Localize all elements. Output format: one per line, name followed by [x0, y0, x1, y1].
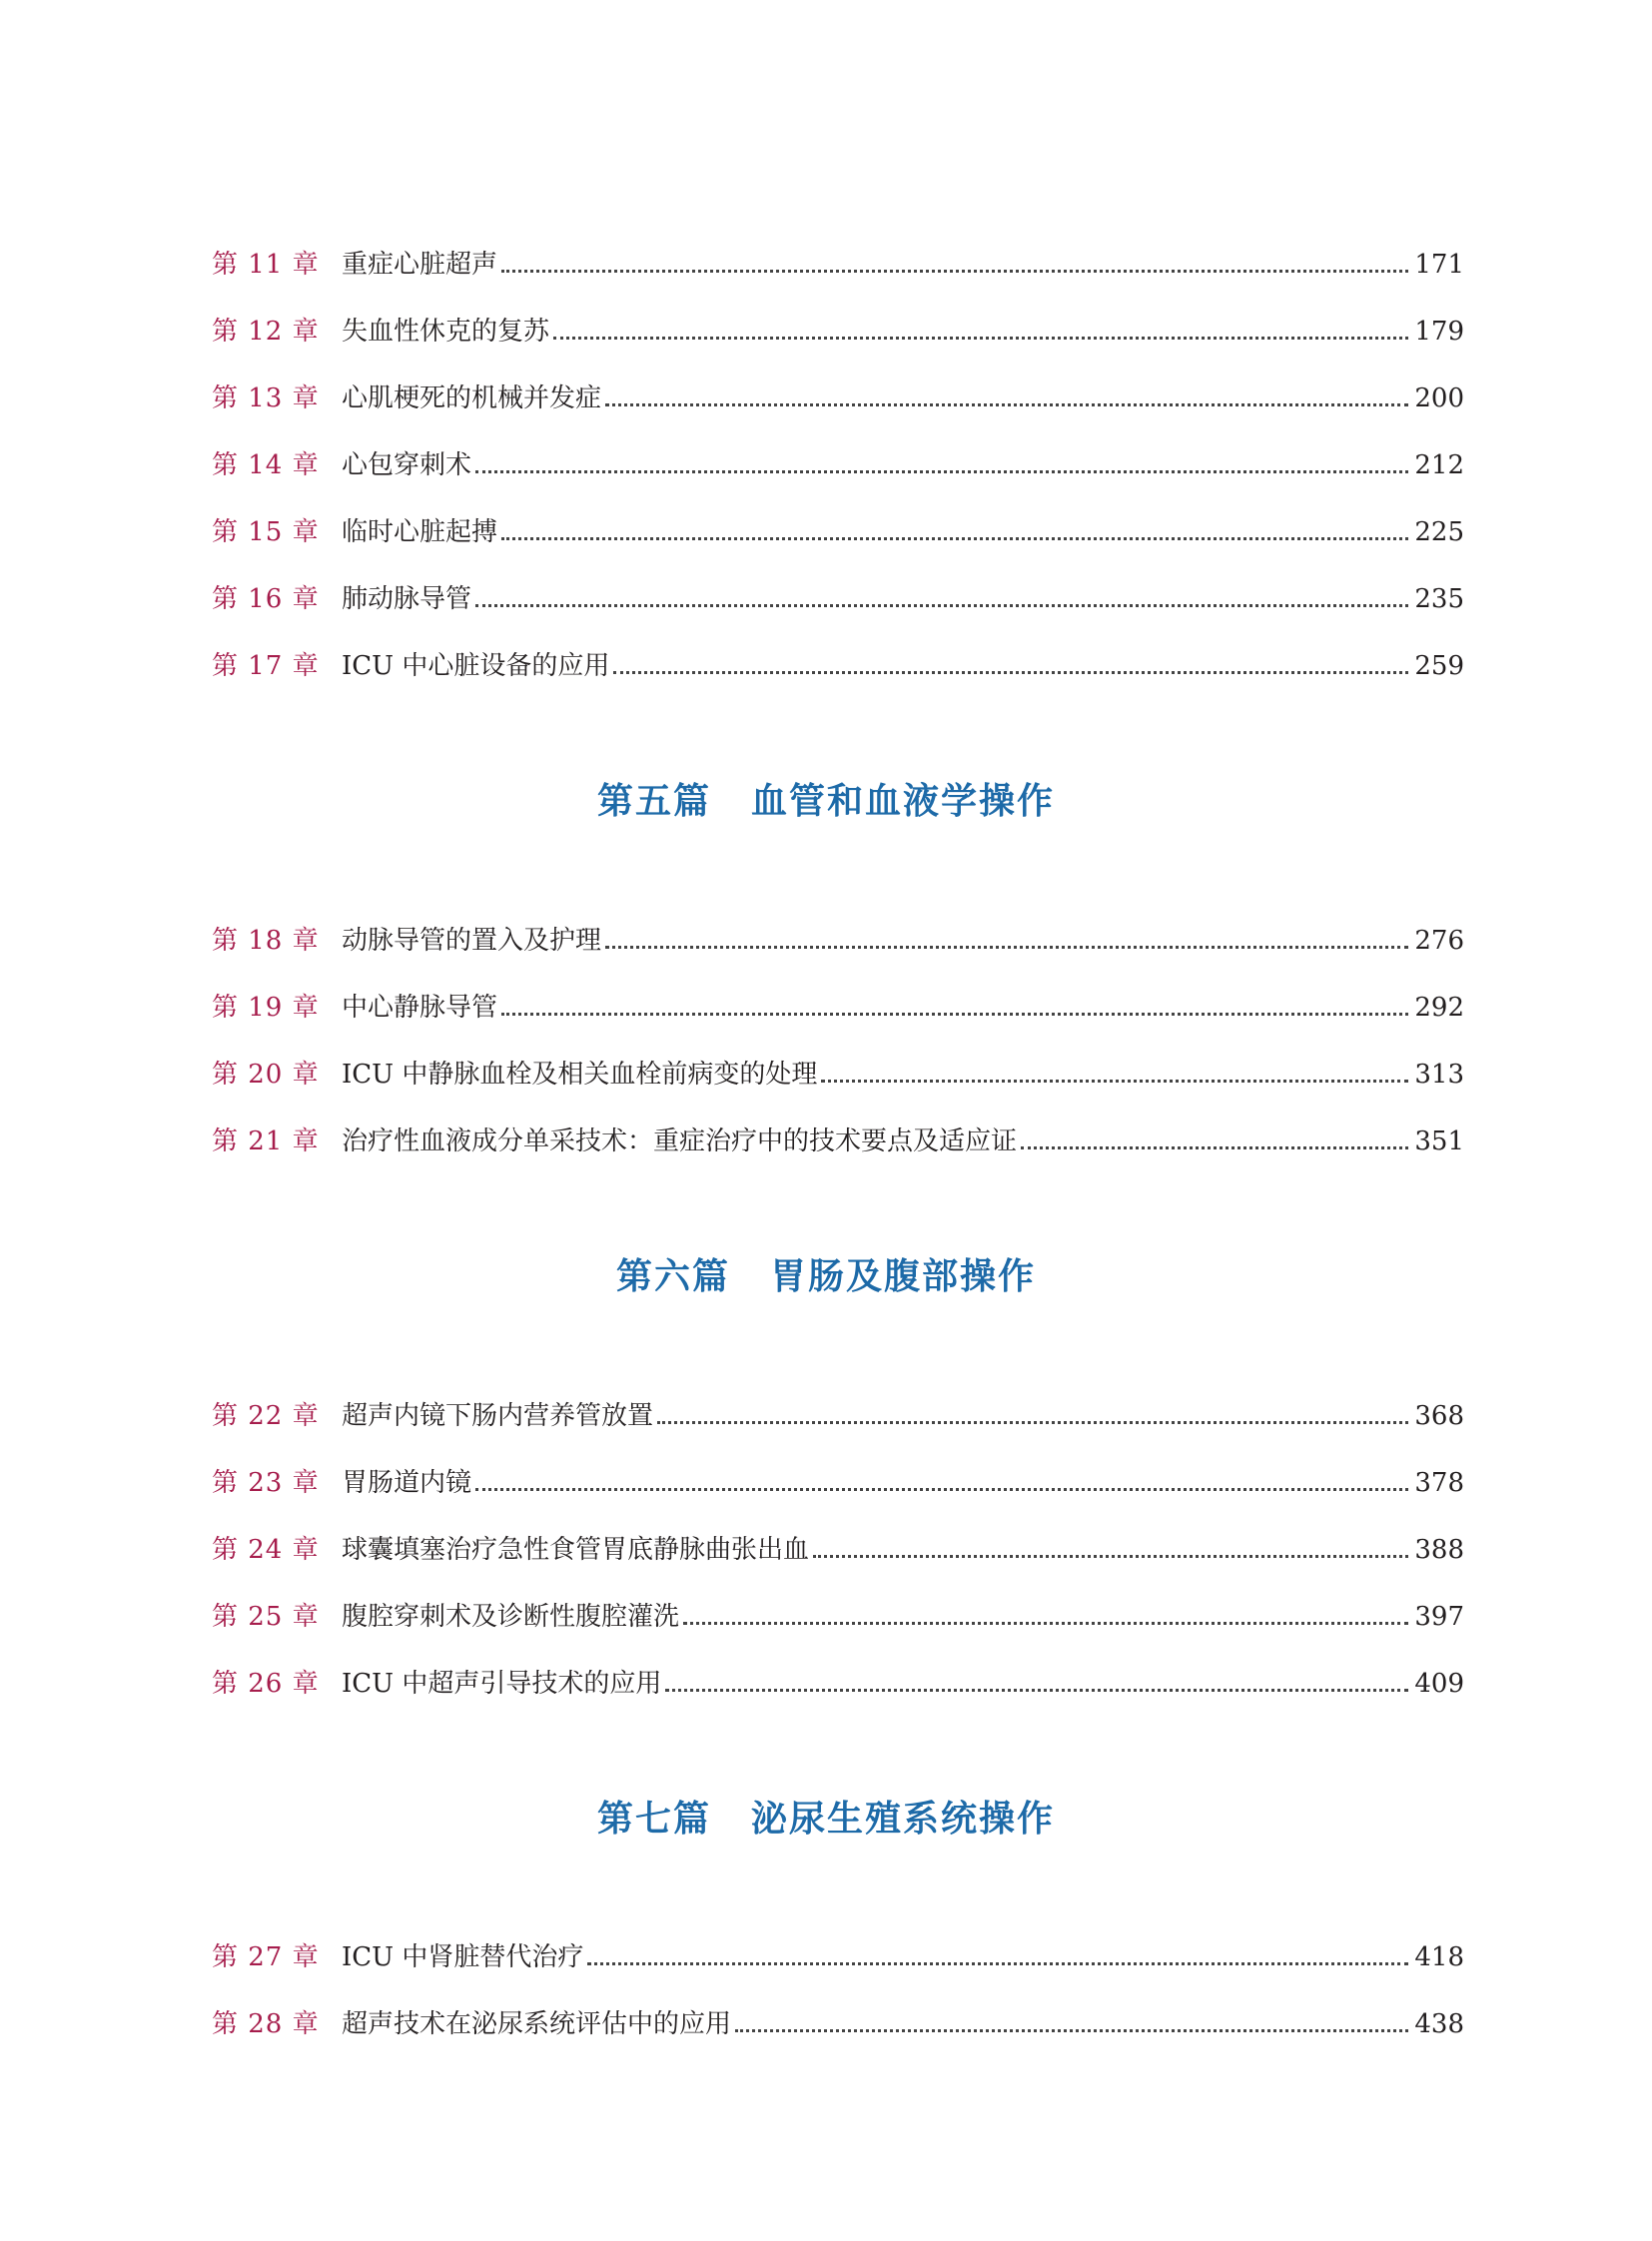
- dot-leader: [665, 1689, 1408, 1692]
- page-number: 235: [1414, 584, 1464, 614]
- part-number: 第五篇: [596, 781, 711, 822]
- chapter-number: 第 25 章: [212, 1602, 320, 1632]
- page-number: 276: [1414, 926, 1464, 956]
- part-heading: [0, 1252, 1652, 1302]
- toc-entry[interactable]: [212, 579, 1464, 619]
- chapter-title: 失血性休克的复苏: [342, 317, 550, 347]
- chapter-number: 第 15 章: [212, 517, 320, 547]
- page-number: 171: [1414, 250, 1464, 280]
- toc-entry[interactable]: [212, 445, 1464, 485]
- toc-entry[interactable]: [212, 1530, 1464, 1570]
- chapter-number: 第 18 章: [212, 926, 320, 956]
- page-number: 292: [1414, 993, 1464, 1023]
- toc-entry[interactable]: [212, 512, 1464, 552]
- chapter-number: 第 20 章: [212, 1060, 320, 1090]
- page-number: 418: [1414, 1942, 1464, 1972]
- toc-entry[interactable]: [212, 1396, 1464, 1436]
- chapter-title: 临时心脏起搏: [342, 517, 498, 547]
- page-number: 179: [1414, 317, 1464, 347]
- chapter-number: 第 11 章: [212, 250, 320, 280]
- chapter-title: 重症心脏超声: [342, 250, 498, 280]
- chapter-title: ICU 中超声引导技术的应用: [342, 1669, 662, 1699]
- chapter-title: ICU 中肾脏替代治疗: [342, 1942, 584, 1972]
- toc-entry[interactable]: [212, 1121, 1464, 1161]
- page-number: 438: [1414, 2009, 1464, 2039]
- dot-leader: [605, 403, 1408, 406]
- chapter-number: 第 13 章: [212, 383, 320, 413]
- chapter-title: 心包穿刺术: [342, 450, 472, 480]
- part-number: 第六篇: [615, 1256, 730, 1297]
- chapter-number: 第 27 章: [212, 1942, 320, 1972]
- toc-entry[interactable]: [212, 1664, 1464, 1704]
- dot-leader: [501, 270, 1408, 273]
- chapter-title: 心肌梗死的机械并发症: [342, 383, 602, 413]
- chapter-title: 中心静脉导管: [342, 993, 498, 1023]
- chapter-number: 第 19 章: [212, 993, 320, 1023]
- chapter-title: 超声内镜下肠内营养管放置: [342, 1401, 654, 1431]
- toc-entry[interactable]: [212, 1463, 1464, 1503]
- chapter-title: 球囊填塞治疗急性食管胃底静脉曲张出血: [342, 1535, 810, 1565]
- chapter-number: 第 14 章: [212, 450, 320, 480]
- chapter-title: 肺动脉导管: [342, 584, 472, 614]
- part-title: 血管和血液学操作: [751, 781, 1056, 822]
- chapter-number: 第 21 章: [212, 1126, 320, 1156]
- dot-leader: [475, 470, 1408, 473]
- toc-entry[interactable]: [212, 988, 1464, 1028]
- dot-leader: [501, 537, 1408, 540]
- dot-leader: [1021, 1146, 1408, 1149]
- toc-entry[interactable]: [212, 1937, 1464, 1977]
- part-title: 胃肠及腹部操作: [770, 1256, 1037, 1297]
- chapter-title: 治疗性血液成分单采技术：重症治疗中的技术要点及适应证: [342, 1126, 1018, 1156]
- toc-entry[interactable]: [212, 245, 1464, 285]
- dot-leader: [501, 1013, 1408, 1016]
- chapter-title: ICU 中心脏设备的应用: [342, 651, 610, 681]
- dot-leader: [553, 337, 1408, 340]
- chapter-number: 第 16 章: [212, 584, 320, 614]
- dot-leader: [475, 1488, 1408, 1491]
- chapter-number: 第 24 章: [212, 1535, 320, 1565]
- toc-entry[interactable]: [212, 646, 1464, 686]
- chapter-number: 第 22 章: [212, 1401, 320, 1431]
- page-number: 200: [1414, 383, 1464, 413]
- dot-leader: [821, 1080, 1408, 1083]
- page-number: 378: [1414, 1468, 1464, 1498]
- dot-leader: [605, 946, 1408, 949]
- page-number: 225: [1414, 517, 1464, 547]
- toc-entry[interactable]: [212, 1055, 1464, 1095]
- toc-entry[interactable]: [212, 921, 1464, 961]
- dot-leader: [657, 1421, 1408, 1424]
- dot-leader: [475, 604, 1408, 607]
- page-number: 368: [1414, 1401, 1464, 1431]
- chapter-number: 第 17 章: [212, 651, 320, 681]
- chapter-title: 超声技术在泌尿系统评估中的应用: [342, 2009, 732, 2039]
- chapter-title: ICU 中静脉血栓及相关血栓前病变的处理: [342, 1060, 818, 1090]
- page-number: 351: [1414, 1126, 1464, 1156]
- toc-entry[interactable]: [212, 378, 1464, 418]
- page-number: 397: [1414, 1602, 1464, 1632]
- page-number: 259: [1414, 651, 1464, 681]
- part-number: 第七篇: [596, 1799, 711, 1840]
- page-number: 212: [1414, 450, 1464, 480]
- dot-leader: [735, 2029, 1408, 2032]
- dot-leader: [813, 1555, 1408, 1558]
- chapter-number: 第 26 章: [212, 1669, 320, 1699]
- chapter-title: 动脉导管的置入及护理: [342, 926, 602, 956]
- toc-entry[interactable]: [212, 1597, 1464, 1637]
- chapter-title: 胃肠道内镜: [342, 1468, 472, 1498]
- toc-entry[interactable]: [212, 2004, 1464, 2044]
- page-number: 313: [1414, 1060, 1464, 1090]
- chapter-number: 第 12 章: [212, 317, 320, 347]
- page-number: 388: [1414, 1535, 1464, 1565]
- part-title: 泌尿生殖系统操作: [751, 1799, 1056, 1840]
- dot-leader: [613, 671, 1408, 674]
- part-heading: [0, 777, 1652, 827]
- dot-leader: [683, 1622, 1408, 1625]
- page-number: 409: [1414, 1669, 1464, 1699]
- chapter-number: 第 23 章: [212, 1468, 320, 1498]
- chapter-title: 腹腔穿刺术及诊断性腹腔灌洗: [342, 1602, 680, 1632]
- dot-leader: [587, 1962, 1408, 1965]
- part-heading: [0, 1795, 1652, 1845]
- chapter-number: 第 28 章: [212, 2009, 320, 2039]
- toc-entry[interactable]: [212, 312, 1464, 352]
